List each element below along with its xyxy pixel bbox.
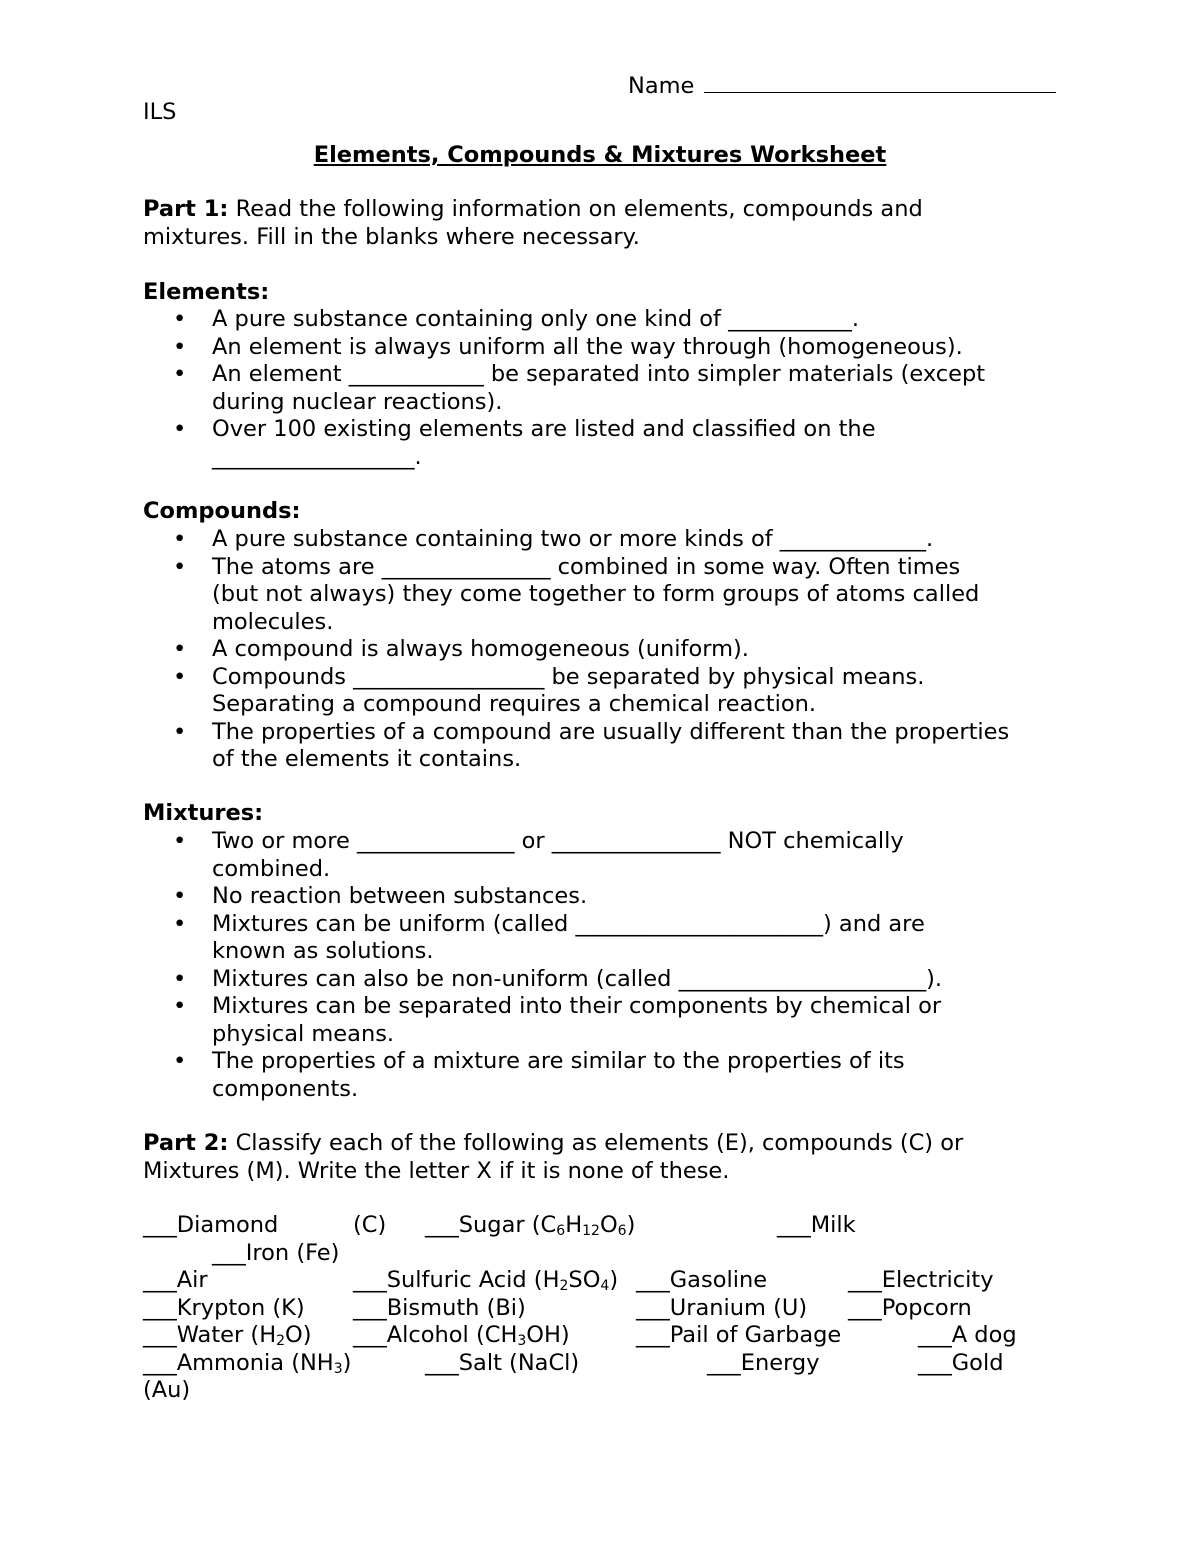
- item-milk: ___Milk: [777, 1212, 856, 1238]
- item-water: ___Water $(H_2O)$: [143, 1322, 312, 1349]
- part1-text-line2: mixtures. Fill in the blanks where necessary.: [143, 223, 640, 250]
- part1-instructions: [143, 196, 1063, 251]
- item-energy: ___Energy: [707, 1349, 820, 1376]
- item-popcorn: ___Popcorn: [848, 1294, 972, 1321]
- list-item: • No reaction between substances.: [143, 883, 1063, 911]
- item-alcohol: ___Alcohol $(CH_3OH)$: [353, 1322, 570, 1349]
- name-label: Name: [628, 73, 695, 99]
- list-item: • The properties of a compound are usually different than the properties of the elements it contains.: [143, 719, 1063, 774]
- name-field: [628, 72, 1056, 101]
- worksheet-title: Elements, Compounds & Mixtures Worksheet: [313, 142, 887, 168]
- list-item: • Mixtures can be separated into their components by chemical or physical means.: [143, 993, 1063, 1048]
- item-gold: ___Gold: [918, 1349, 1004, 1376]
- list-item: • A pure substance containing only one kind of ___________.: [143, 306, 1063, 334]
- list-item: • Mixtures can also be non-uniform (called ______________________).: [143, 966, 1063, 994]
- item-iron: ___Iron (Fe): [212, 1239, 340, 1266]
- item-salt: ___Salt (NaCl): [425, 1349, 580, 1376]
- classification-row: [143, 1322, 1063, 1350]
- classification-row: [143, 1267, 1063, 1295]
- elements-list: [143, 306, 1063, 471]
- classification-row: [143, 1212, 1063, 1240]
- list-item: • Mixtures can be uniform (called ______________________) and are known as solutions.: [143, 911, 1063, 966]
- item-uranium: ___Uranium (U): [636, 1294, 808, 1321]
- list-item: • Two or more ______________ or _______________ NOT chemically combined.: [143, 828, 1063, 883]
- name-blank-line: [704, 72, 1056, 93]
- list-item: • An element ____________ be separated into simpler materials (except during nuclear reactions).: [143, 361, 1063, 416]
- item-krypton: ___Krypton (K): [143, 1294, 305, 1321]
- item-ammonia: ___Ammonia $(NH_3)$: [143, 1349, 352, 1377]
- item-bismuth: ___Bismuth (Bi): [353, 1294, 526, 1321]
- part2-text-line2: Mixtures (M). Write the letter X if it is none of these.: [143, 1157, 730, 1184]
- mixtures-heading: Mixtures:: [143, 800, 264, 826]
- item-electricity: ___Electricity: [848, 1267, 994, 1293]
- list-item: • A compound is always homogeneous (uniform).: [143, 636, 1063, 664]
- item-sugar: ___Sugar $(C_6H_{12}O_6)$: [425, 1212, 636, 1239]
- part2-instructions: [143, 1130, 1063, 1185]
- item-gasoline: ___Gasoline: [636, 1267, 768, 1293]
- item-gold-symbol: (Au): [143, 1377, 191, 1403]
- classification-row: [143, 1377, 1063, 1405]
- part1-label: Part 1:: [143, 196, 229, 222]
- item-a-dog: ___A dog: [918, 1322, 1017, 1348]
- list-item: • The properties of a mixture are similar to the properties of its components.: [143, 1048, 1063, 1103]
- list-item: • Over 100 existing elements are listed and classified on the __________________.: [143, 416, 1063, 471]
- list-item: • Compounds _________________ be separated by physical means. Separating a compound requires a chemical reaction.: [143, 664, 1063, 719]
- classification-row: [143, 1295, 1063, 1323]
- mixtures-list: [143, 828, 1063, 1103]
- list-item: • An element is always uniform all the way through (homogeneous).: [143, 334, 1063, 362]
- list-item: • The atoms are _______________ combined in some way. Often times (but not always) they come together to form groups of atoms called molecules.: [143, 554, 1063, 637]
- classification-row: [143, 1240, 1063, 1268]
- item-diamond: ___Diamond: [143, 1212, 279, 1238]
- classification-items: [143, 1212, 1063, 1405]
- item-air: ___Air: [143, 1267, 208, 1293]
- part2-text-line1: Classify each of the following as elements (E), compounds (C) or: [228, 1130, 964, 1156]
- item-pail-of-garbage: ___Pail of Garbage: [636, 1322, 842, 1348]
- list-item: • A pure substance containing two or more kinds of _____________.: [143, 526, 1063, 554]
- compounds-heading: Compounds:: [143, 498, 301, 524]
- part1-text-line1: Read the following information on elements, compounds and: [228, 196, 923, 222]
- item-sulfuric-acid: ___Sulfuric Acid $(H_2SO_4)$: [353, 1267, 619, 1294]
- compounds-list: [143, 526, 1063, 774]
- part2-label: Part 2:: [143, 1130, 229, 1156]
- item-diamond-answer: (C): [353, 1212, 387, 1238]
- class-label: ILS: [143, 99, 177, 125]
- elements-heading: Elements:: [143, 279, 270, 305]
- classification-row: [143, 1350, 1063, 1378]
